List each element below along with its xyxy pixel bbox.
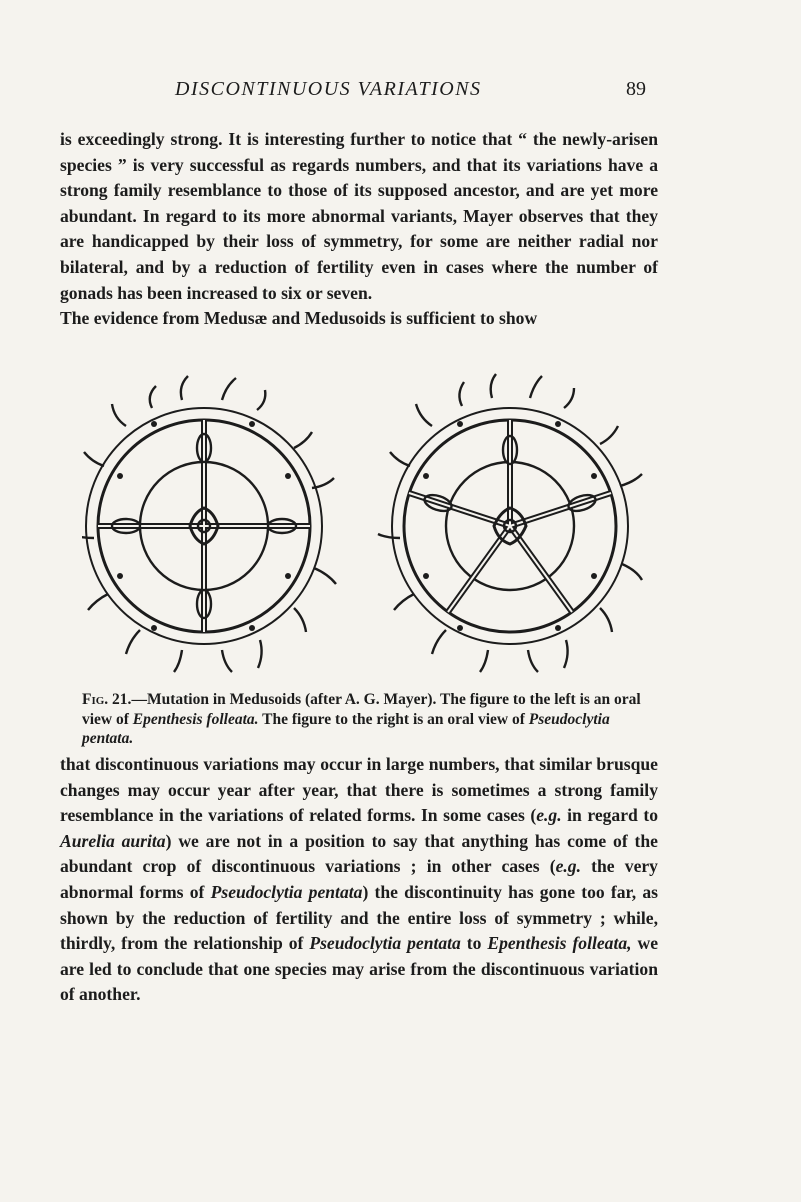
text-run-italic: e.g. (536, 805, 562, 826)
caption-species-2: Pseudoclytia pentata. (82, 710, 610, 747)
paragraph-top-text: is exceedingly strong. It is interesting further to notice that “ the newly-arisen species ” is very successful as regards numbers, and that its variations have a strong family resemblance to those of its supposed ancestor, and are yet more abundant. In regard to its more abnormal variants, Mayer observes that they are handicapped by their loss of symmetry, for some are neither radial nor bilateral, and by a reduction of fertility even in cases where the number of gonads has been increased to six or seven. (60, 129, 658, 303)
caption-text-2: The figure to the right is an oral view of (258, 710, 529, 728)
species-name: Aurelia aurita (60, 830, 166, 851)
text-run: ) we are not in a position to say that anything has come of the abundant crop of discontinuous variations ; in other cases ( (60, 830, 658, 877)
species-name: Epenthesis folleata, (487, 933, 632, 954)
running-title: DISCONTINUOUS VARIATIONS (175, 78, 482, 100)
figure-caption (82, 690, 657, 749)
paragraph-top-last-line: The evidence from Medusæ and Medusoids is sufficient to show (60, 308, 538, 329)
text-run-italic: e.g. (555, 856, 581, 877)
species-name: Pseudoclytia pentata (309, 933, 461, 954)
text-run: the very abnormal forms of (60, 856, 658, 902)
text-run: that discontinuous variations may occur in large numbers, that similar brusque changes may occur year after year, that there is sometimes a strong family resemblance in the variations of related forms. In some cases ( (60, 754, 658, 826)
figure-label: Fig. 21. (82, 691, 132, 708)
species-name: Pseudoclytia pentata (210, 881, 363, 902)
figure-21 (82, 368, 672, 683)
page-header (0, 78, 801, 108)
caption-species-1: Epenthesis folleata. (132, 710, 259, 728)
text-run: we are led to conclude that one species may arise from the discontinuous variation of another. (60, 933, 659, 1005)
epenthesis-illustration (82, 368, 362, 683)
caption-text-1: —Mutation in Medusoids (after A. G. Mayer). The figure to the left is an oral view of (82, 691, 641, 728)
text-run: ) the discontinuity has gone too far, as shown by the reduction of fertility and the entire loss of symmetry ; while, thirdly, from the relationship of (60, 881, 658, 954)
text-run: to (460, 933, 488, 954)
page-number: 89 (626, 78, 646, 100)
text-run: in regard to (561, 805, 658, 826)
paragraph-bottom-text (60, 752, 658, 1008)
paragraph-top (60, 127, 658, 332)
pseudoclytia-illustration (372, 368, 672, 683)
paragraph-bottom (60, 752, 658, 1008)
